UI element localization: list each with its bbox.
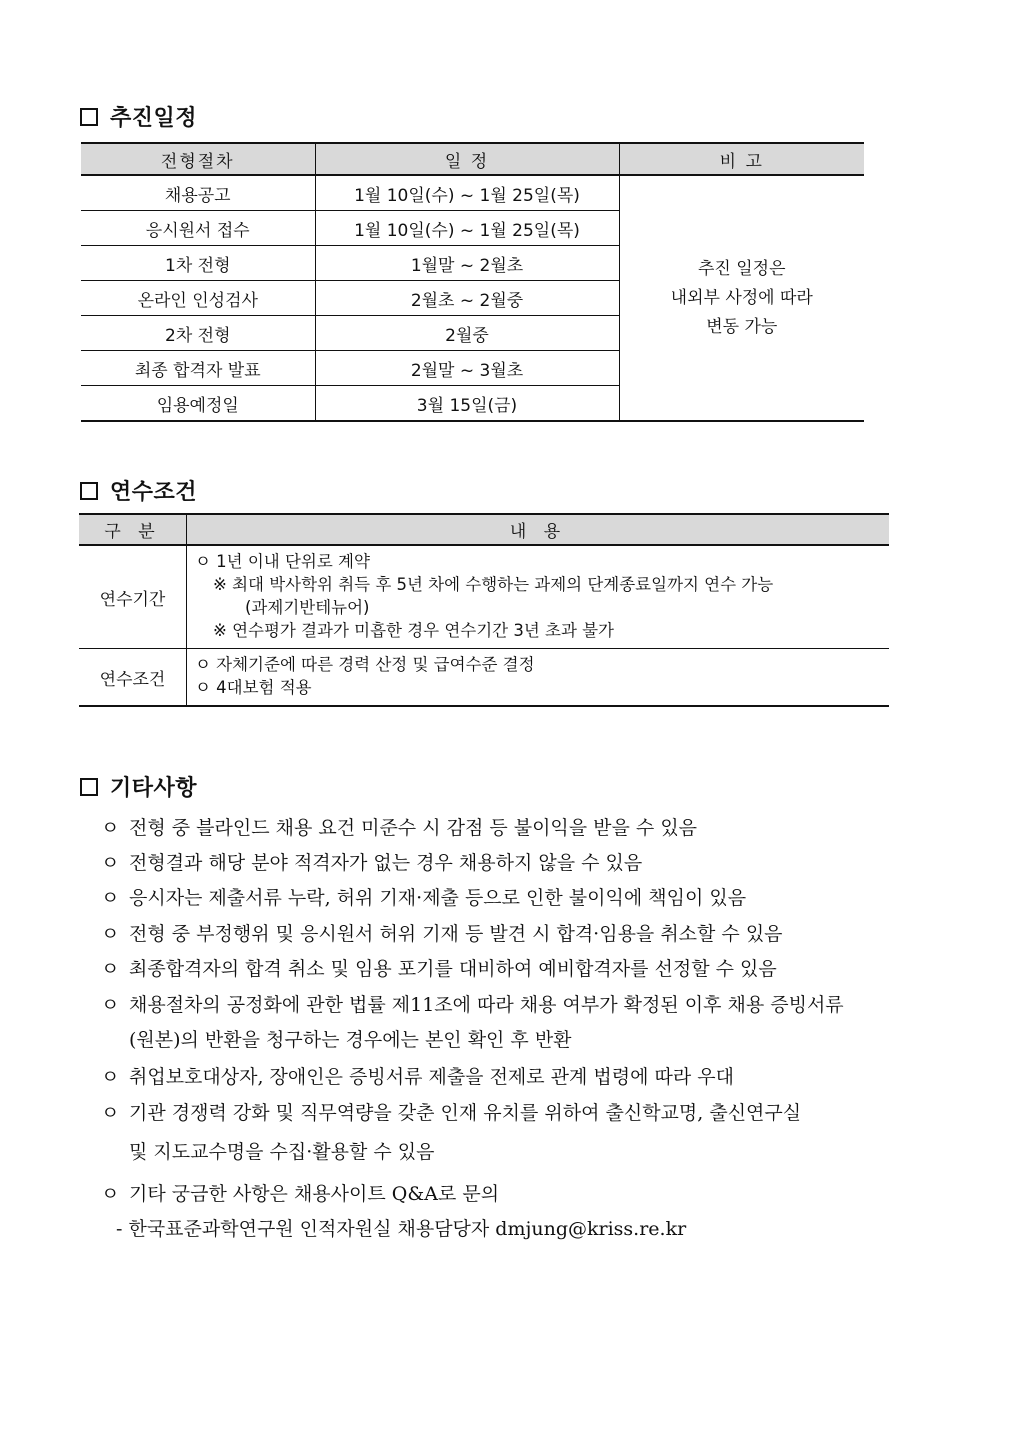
circle-bullet-icon: ㅇ <box>101 994 120 1016</box>
training-title-text: 연수조건 <box>110 480 198 505</box>
circle-bullet-icon: ㅇ <box>101 923 120 945</box>
date-cell: 2월중 <box>315 316 619 351</box>
list-item: ㅇ 기타 궁금한 사항은 채용사이트 Q&A로 문의 <box>101 1179 499 1206</box>
date-cell: 2월초 ~ 2월중 <box>315 281 619 316</box>
schedule-title-text: 추진일정 <box>110 106 198 131</box>
content-line: ㅇ 4대보험 적용 <box>195 678 312 697</box>
note-cell <box>619 175 864 421</box>
circle-bullet-icon: ㅇ <box>101 817 120 839</box>
step-cell: 온라인 인성검사 <box>81 281 315 316</box>
training-header-row <box>79 514 889 545</box>
training-section-title <box>80 475 197 506</box>
step-cell: 2차 전형 <box>81 316 315 351</box>
list-item: ㅇ 전형결과 해당 분야 적격자가 없는 경우 채용하지 않을 수 있음 <box>101 848 642 875</box>
circle-bullet-icon: ㅇ <box>101 1102 120 1124</box>
schedule-header-row <box>81 143 864 175</box>
list-item: ㅇ 전형 중 블라인드 채용 요건 미준수 시 감점 등 불이익을 받을 수 있음 <box>101 813 697 840</box>
step-cell: 1차 전형 <box>81 246 315 281</box>
content-line: ㅇ 자체기준에 따른 경력 산정 및 급여수준 결정 <box>195 655 535 674</box>
list-item: ㅇ 전형 중 부정행위 및 응시원서 허위 기재 등 발견 시 합격·임용을 취소할 수 있음 <box>101 919 783 946</box>
header-date: 일 정 <box>315 143 619 175</box>
list-item: ㅇ 채용절차의 공정화에 관한 법률 제11조에 따라 채용 여부가 확정된 이후 채용 증빙서류 <box>101 990 844 1017</box>
header-content: 내 용 <box>187 514 890 545</box>
training-table <box>79 513 889 707</box>
list-item: ㅇ 응시자는 제출서류 누락, 허위 기재·제출 등으로 인한 불이익에 책임이 있음 <box>101 883 746 910</box>
list-item: ㅇ 기관 경쟁력 강화 및 직무역량을 갖춘 인재 유치를 위하여 출신학교명, 출신연구실 <box>101 1098 801 1125</box>
table-row <box>81 175 864 211</box>
checkbox-square-icon <box>80 482 98 500</box>
note-line: 변동 가능 <box>706 316 778 337</box>
header-category: 구 분 <box>79 514 187 545</box>
date-cell: 1월 10일(수) ~ 1월 25일(목) <box>315 175 619 211</box>
content-line: (과제기반테뉴어) <box>245 598 370 617</box>
condition-label: 연수조건 <box>79 649 187 707</box>
checkbox-square-icon <box>80 778 98 796</box>
note-line: 추진 일정은 <box>697 258 786 279</box>
date-cell: 3월 15일(금) <box>315 386 619 422</box>
step-cell: 채용공고 <box>81 175 315 211</box>
list-item: ㅇ 최종합격자의 합격 취소 및 임용 포기를 대비하여 예비합격자를 선정할 수 있음 <box>101 954 777 981</box>
table-row <box>79 545 889 649</box>
circle-bullet-icon: ㅇ <box>101 1066 120 1088</box>
list-item: ㅇ 취업보호대상자, 장애인은 증빙서류 제출을 전제로 관계 법령에 따라 우대 <box>101 1062 734 1089</box>
date-cell: 1월 10일(수) ~ 1월 25일(목) <box>315 211 619 246</box>
period-label: 연수기간 <box>79 545 187 649</box>
circle-bullet-icon: ㅇ <box>101 887 120 909</box>
header-note: 비 고 <box>619 143 864 175</box>
contact-line: - 한국표준과학연구원 인적자원실 채용담당자 dmjung@kriss.re.kr <box>116 1218 687 1240</box>
misc-section-title <box>80 771 197 802</box>
condition-content <box>187 649 890 707</box>
schedule-section-title <box>80 101 197 132</box>
content-line: ※ 최대 박사학위 취득 후 5년 차에 수행하는 과제의 단계종료일까지 연수 가능 <box>213 575 774 594</box>
content-line: ※ 연수평가 결과가 미흡한 경우 연수기간 3년 초과 불가 <box>213 621 615 640</box>
schedule-table <box>81 142 864 422</box>
date-cell: 1월말 ~ 2월초 <box>315 246 619 281</box>
date-cell: 2월말 ~ 3월초 <box>315 351 619 386</box>
checkbox-square-icon <box>80 108 98 126</box>
header-step: 전형절차 <box>81 143 315 175</box>
circle-bullet-icon: ㅇ <box>101 1183 120 1205</box>
circle-bullet-icon: ㅇ <box>101 852 120 874</box>
step-cell: 임용예정일 <box>81 386 315 422</box>
circle-bullet-icon: ㅇ <box>101 958 120 980</box>
step-cell: 최종 합격자 발표 <box>81 351 315 386</box>
content-line: ㅇ 1년 이내 단위로 계약 <box>195 552 370 571</box>
table-row <box>79 649 889 707</box>
step-cell: 응시원서 접수 <box>81 211 315 246</box>
list-item-continuation: 및 지도교수명을 수집·활용할 수 있음 <box>129 1141 435 1163</box>
note-line: 내외부 사정에 따라 <box>670 287 813 308</box>
period-content <box>187 545 890 649</box>
misc-title-text: 기타사항 <box>110 776 198 801</box>
list-item-continuation: (원본)의 반환을 청구하는 경우에는 본인 확인 후 반환 <box>129 1029 572 1051</box>
